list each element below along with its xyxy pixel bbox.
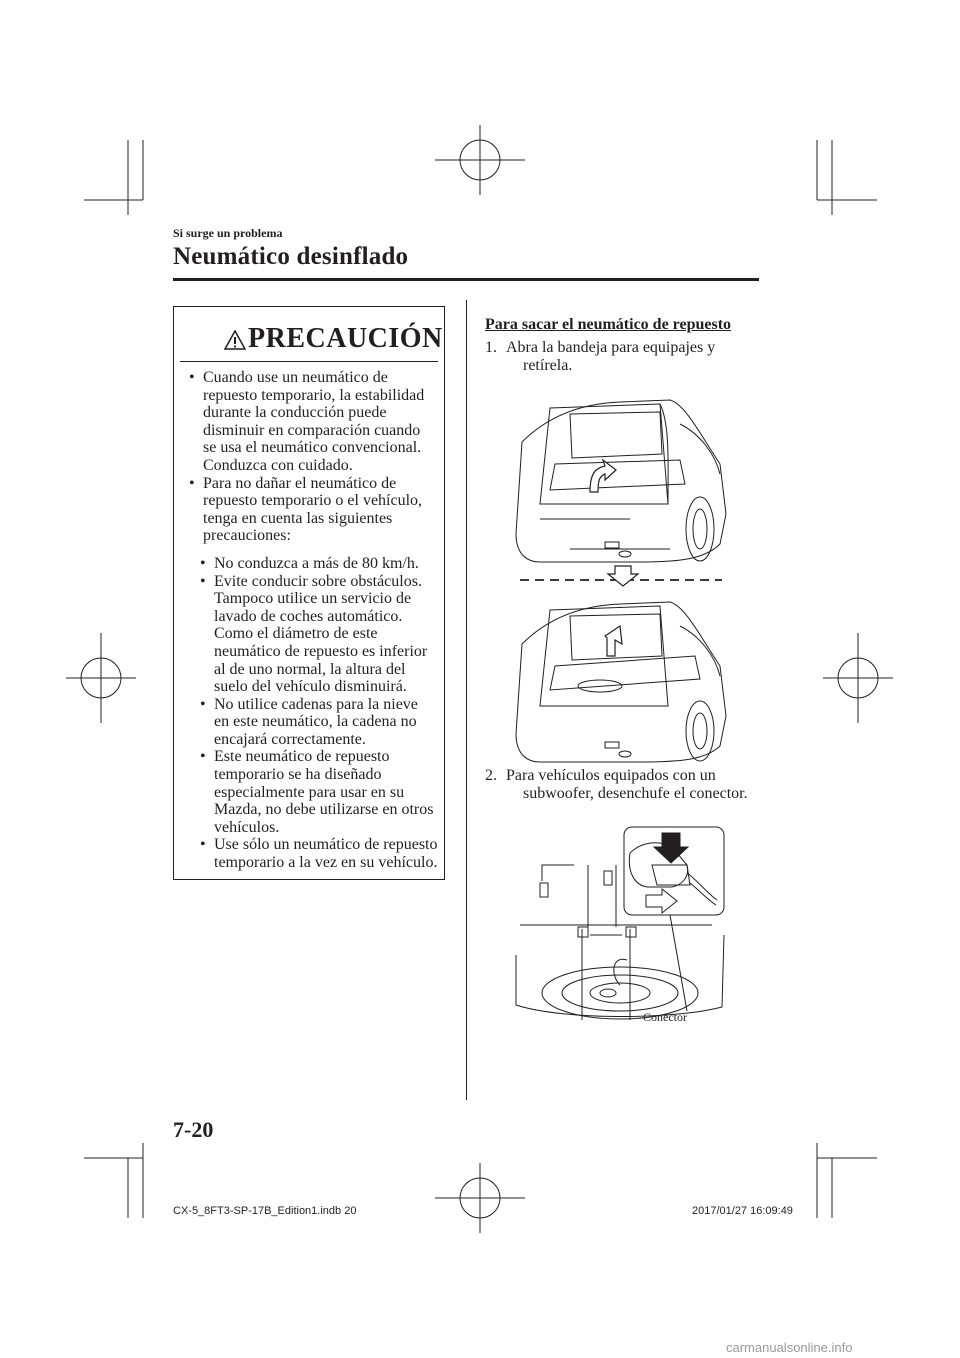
title-rule (173, 278, 759, 281)
caution-body (186, 369, 438, 872)
step-2: 2. Para vehículos equipados con un subwoofer, desenchufe el conector. (485, 767, 748, 802)
caution-bullet: • Para no dañar el neumático de repuesto temporario o el vehículo, tenga en cuenta las siguientes precauciones: (189, 474, 423, 545)
section-label: Si surge un problema (173, 226, 283, 240)
caution-sub-bullet: • Evite conducir sobre obstáculos. Tampoco utilice un servicio de lavado de coches automático. Como el diámetro de este neumático de repuesto es inferior al de uno normal, la altura del suelo del vehículo disminuirá. (200, 572, 428, 696)
footer-file: CX-5_8FT3-SP-17B_Edition1.indb 20 (173, 1205, 357, 1217)
caution-box (173, 306, 445, 880)
page-title: Neumático desinflado (173, 243, 409, 270)
caution-sub-bullet: • No conduzca a más de 80 km/h. (200, 554, 419, 572)
watermark: carmanualsonline.info (726, 1340, 853, 1355)
warning-triangle-icon (224, 330, 246, 350)
connector-label: Conector (643, 1010, 687, 1024)
page-number: 7-20 (173, 1117, 214, 1142)
section-heading: Para sacar el neumático de repuesto (485, 316, 732, 333)
caution-bullet: • Cuando use un neumático de repuesto temporario, la estabilidad durante la conducción puede disminuir en comparación cuando se usa el neumático convencional. Conduzca con cuidado. (189, 369, 425, 474)
caution-sub-bullet: • Use sólo un neumático de repuesto temporario a la vez en su vehículo. (200, 836, 438, 872)
caution-sub-bullet: • No utilice cadenas para la nieve en este neumático, la cadena no encajará correctamente. (200, 695, 418, 748)
subwoofer-connector-illustration (512, 825, 728, 1025)
caution-sub-bullet: • Este neumático de repuesto temporario se ha diseñado especialmente para usar en su Mazda, no debe utilizarse en otros vehículos. (200, 748, 434, 836)
caution-sub-list (186, 555, 438, 872)
caution-title: PRECAUCIÓN (248, 323, 443, 354)
column-divider (466, 300, 467, 1100)
cargo-tray-illustration (510, 394, 730, 764)
footer-timestamp: 2017/01/27 16:09:49 (692, 1205, 793, 1217)
step-1: 1. Abra la bandeja para equipajes y retírela. (485, 339, 716, 374)
caution-header (180, 313, 443, 362)
